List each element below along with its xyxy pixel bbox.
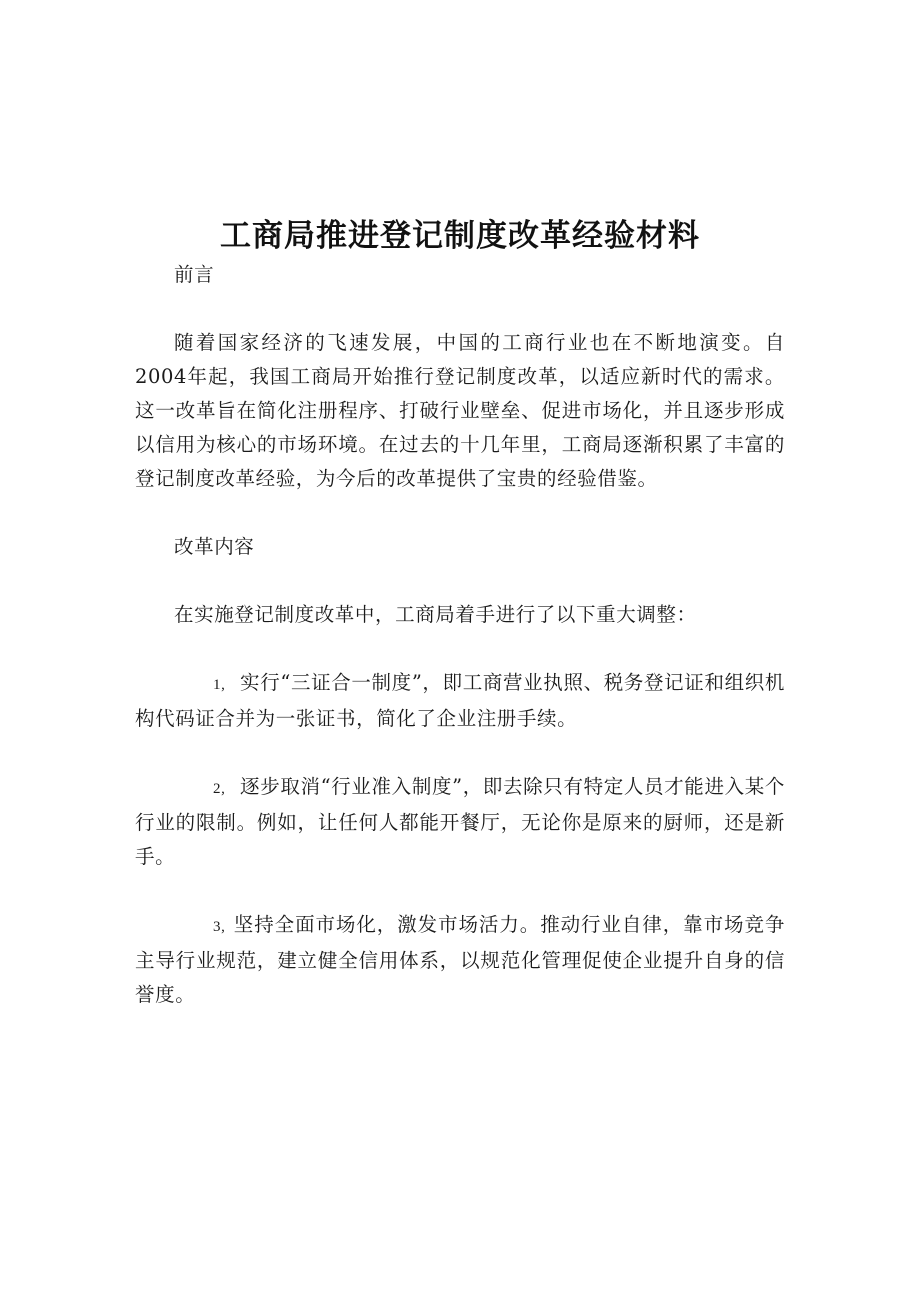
preface-paragraph: 随着国家经济的飞速发展，中国的工商行业也在不断地演变。自2004年起，我国工商局开始推行登记制度改革，以适应新时代的需求。这一改革旨在简化注册程序、打破行业壁垒、促进市场化，并且逐步形成以信用为核心的市场环境。在过去的十几年里，工商局逐渐积累了丰富的登记制度改革经验，为今后的改革提供了宝贵的经验借鉴。 bbox=[135, 331, 785, 490]
list-item-number: 1, bbox=[213, 677, 226, 693]
list-item bbox=[135, 908, 785, 1012]
list-item-text: 实行“三证合一制度”，即工商营业执照、税务登记证和组织机构代码证合并为一张证书，简化了企业注册手续。 bbox=[135, 671, 785, 730]
reform-heading: 改革内容 bbox=[174, 535, 255, 558]
document-body bbox=[135, 258, 785, 1012]
document-title: 工商局推进登记制度改革经验材料 bbox=[220, 218, 700, 254]
preface-heading: 前言 bbox=[174, 263, 215, 286]
list-item-number: 3, bbox=[213, 919, 226, 935]
list-item bbox=[135, 666, 785, 736]
list-item-text: 坚持全面市场化，激发市场活力。推动行业自律，靠市场竞争主导行业规范，建立健全信用体系，以规范化管理促使企业提升自身的信誉度。 bbox=[135, 913, 785, 1006]
reform-intro-paragraph: 在实施登记制度改革中，工商局着手进行了以下重大调整： bbox=[174, 603, 697, 626]
list-item bbox=[135, 770, 785, 874]
list-item-number: 2, bbox=[213, 781, 226, 797]
list-item-text: 逐步取消“行业准入制度”，即去除只有特定人员才能进入某个行业的限制。例如，让任何人都能开餐厅，无论你是原来的厨师，还是新手。 bbox=[135, 775, 785, 868]
